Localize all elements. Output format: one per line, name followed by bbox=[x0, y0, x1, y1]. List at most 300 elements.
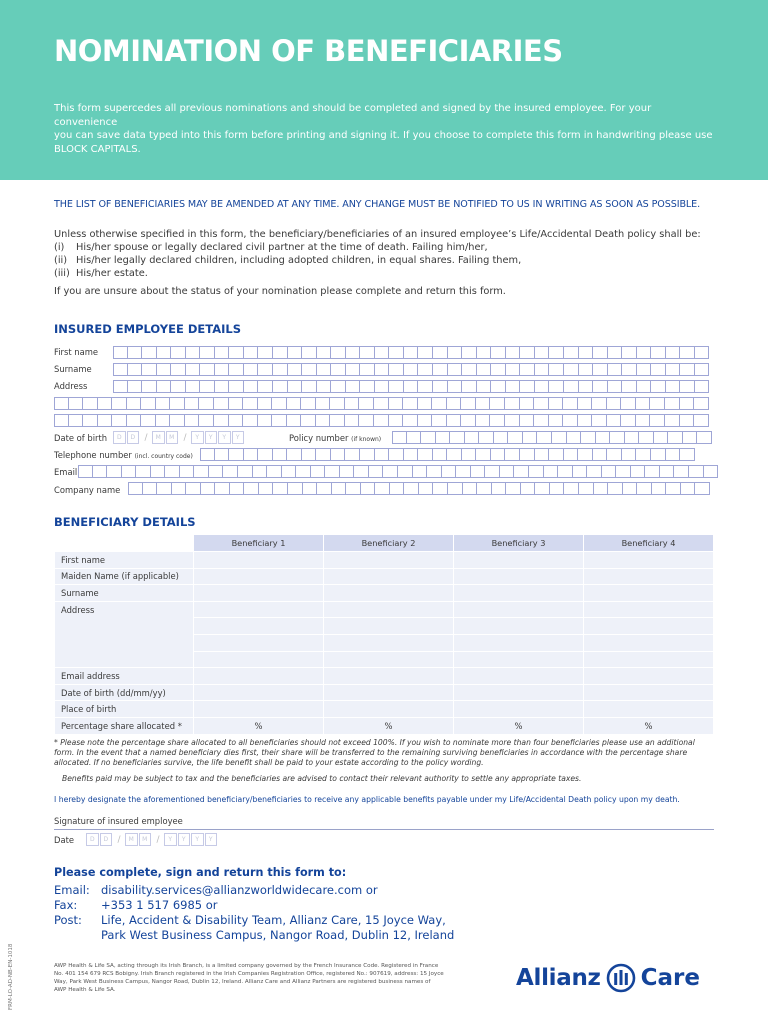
char-box[interactable] bbox=[258, 363, 273, 376]
char-box[interactable] bbox=[477, 346, 492, 359]
char-box[interactable] bbox=[317, 363, 332, 376]
char-box[interactable] bbox=[317, 380, 332, 393]
cell-input[interactable] bbox=[584, 701, 713, 717]
char-box[interactable] bbox=[112, 414, 127, 427]
char-box[interactable] bbox=[345, 448, 360, 461]
char-box[interactable] bbox=[578, 397, 593, 410]
char-box[interactable] bbox=[520, 363, 535, 376]
char-box[interactable] bbox=[680, 346, 695, 359]
char-box[interactable] bbox=[621, 414, 636, 427]
char-box[interactable] bbox=[564, 448, 579, 461]
char-box[interactable] bbox=[229, 414, 244, 427]
date-year[interactable]: Y bbox=[191, 833, 204, 846]
char-box[interactable] bbox=[215, 380, 230, 393]
char-box[interactable] bbox=[587, 465, 602, 478]
char-box[interactable] bbox=[127, 397, 142, 410]
char-box[interactable] bbox=[127, 414, 142, 427]
char-box[interactable] bbox=[403, 397, 418, 410]
char-box[interactable] bbox=[680, 363, 695, 376]
char-box[interactable] bbox=[608, 380, 623, 393]
char-box[interactable] bbox=[442, 465, 457, 478]
char-box[interactable] bbox=[128, 363, 143, 376]
char-box[interactable] bbox=[186, 380, 201, 393]
char-box[interactable] bbox=[593, 363, 608, 376]
char-box[interactable] bbox=[157, 346, 172, 359]
char-box[interactable] bbox=[418, 448, 433, 461]
date-year[interactable]: Y bbox=[164, 833, 177, 846]
char-box[interactable] bbox=[639, 431, 654, 444]
char-box[interactable] bbox=[360, 380, 375, 393]
char-box[interactable] bbox=[122, 465, 137, 478]
char-box[interactable] bbox=[579, 346, 594, 359]
char-box[interactable] bbox=[199, 397, 214, 410]
char-box[interactable] bbox=[258, 448, 273, 461]
char-box[interactable] bbox=[463, 482, 478, 495]
date-month[interactable]: M bbox=[125, 833, 138, 846]
char-box[interactable] bbox=[621, 397, 636, 410]
char-box[interactable] bbox=[170, 397, 185, 410]
char-box[interactable] bbox=[354, 465, 369, 478]
char-box[interactable] bbox=[170, 414, 185, 427]
char-box[interactable] bbox=[462, 448, 477, 461]
char-box[interactable] bbox=[622, 346, 637, 359]
dob-year[interactable]: Y bbox=[191, 431, 204, 444]
char-box[interactable] bbox=[403, 414, 418, 427]
cell-input[interactable] bbox=[194, 652, 323, 668]
char-box[interactable] bbox=[389, 397, 404, 410]
char-box[interactable] bbox=[490, 414, 505, 427]
char-box[interactable] bbox=[697, 431, 712, 444]
employee-surname-field[interactable] bbox=[113, 363, 709, 376]
char-box[interactable] bbox=[579, 482, 594, 495]
char-box[interactable] bbox=[637, 482, 652, 495]
char-box[interactable] bbox=[390, 482, 405, 495]
char-box[interactable] bbox=[200, 363, 215, 376]
char-box[interactable] bbox=[346, 380, 361, 393]
char-box[interactable] bbox=[141, 414, 156, 427]
char-box[interactable] bbox=[330, 414, 345, 427]
char-box[interactable] bbox=[650, 414, 665, 427]
char-box[interactable] bbox=[461, 414, 476, 427]
cell-input[interactable] bbox=[324, 668, 453, 684]
char-box[interactable] bbox=[650, 397, 665, 410]
char-box[interactable] bbox=[447, 397, 462, 410]
char-box[interactable] bbox=[398, 465, 413, 478]
char-box[interactable] bbox=[666, 380, 681, 393]
char-box[interactable] bbox=[288, 346, 303, 359]
char-box[interactable] bbox=[215, 482, 230, 495]
char-box[interactable] bbox=[302, 346, 317, 359]
char-box[interactable] bbox=[534, 397, 549, 410]
char-box[interactable] bbox=[549, 380, 564, 393]
char-box[interactable] bbox=[392, 431, 407, 444]
cell-input[interactable] bbox=[584, 602, 713, 618]
char-box[interactable] bbox=[514, 465, 529, 478]
cell-input[interactable] bbox=[454, 685, 583, 701]
char-box[interactable] bbox=[346, 482, 361, 495]
char-box[interactable] bbox=[230, 482, 245, 495]
char-box[interactable] bbox=[549, 346, 564, 359]
char-box[interactable] bbox=[594, 482, 609, 495]
char-box[interactable] bbox=[436, 431, 451, 444]
char-box[interactable] bbox=[389, 363, 404, 376]
char-box[interactable] bbox=[301, 397, 316, 410]
char-box[interactable] bbox=[456, 465, 471, 478]
char-box[interactable] bbox=[185, 397, 200, 410]
char-box[interactable] bbox=[666, 363, 681, 376]
cell-input[interactable] bbox=[584, 569, 713, 585]
char-box[interactable] bbox=[98, 397, 113, 410]
char-box[interactable] bbox=[492, 482, 507, 495]
char-box[interactable] bbox=[448, 380, 463, 393]
char-box[interactable] bbox=[674, 465, 689, 478]
char-box[interactable] bbox=[505, 448, 520, 461]
char-box[interactable] bbox=[660, 465, 675, 478]
char-box[interactable] bbox=[165, 465, 180, 478]
char-box[interactable] bbox=[448, 363, 463, 376]
char-box[interactable] bbox=[273, 448, 288, 461]
char-box[interactable] bbox=[476, 414, 491, 427]
char-box[interactable] bbox=[695, 482, 710, 495]
policy-number-field[interactable] bbox=[392, 431, 712, 444]
cell-input[interactable] bbox=[454, 602, 583, 618]
char-box[interactable] bbox=[330, 397, 345, 410]
char-box[interactable] bbox=[375, 363, 390, 376]
dob-day[interactable]: D bbox=[113, 431, 126, 444]
char-box[interactable] bbox=[433, 448, 448, 461]
char-box[interactable] bbox=[471, 465, 486, 478]
char-box[interactable] bbox=[404, 448, 419, 461]
char-box[interactable] bbox=[506, 363, 521, 376]
char-box[interactable] bbox=[273, 363, 288, 376]
char-box[interactable] bbox=[622, 363, 637, 376]
char-box[interactable] bbox=[596, 431, 611, 444]
char-box[interactable] bbox=[695, 380, 710, 393]
char-box[interactable] bbox=[651, 363, 666, 376]
char-box[interactable] bbox=[549, 448, 564, 461]
employee-address-line2-field[interactable] bbox=[54, 397, 709, 410]
char-box[interactable] bbox=[485, 465, 500, 478]
char-box[interactable] bbox=[229, 448, 244, 461]
char-box[interactable] bbox=[258, 380, 273, 393]
char-box[interactable] bbox=[505, 397, 520, 410]
char-box[interactable] bbox=[491, 346, 506, 359]
char-box[interactable] bbox=[383, 465, 398, 478]
char-box[interactable] bbox=[465, 431, 480, 444]
char-box[interactable] bbox=[287, 448, 302, 461]
employee-dob-field[interactable] bbox=[113, 431, 245, 444]
char-box[interactable] bbox=[622, 380, 637, 393]
char-box[interactable] bbox=[461, 397, 476, 410]
char-box[interactable] bbox=[272, 397, 287, 410]
char-box[interactable] bbox=[288, 380, 303, 393]
char-box[interactable] bbox=[223, 465, 238, 478]
char-box[interactable] bbox=[534, 414, 549, 427]
char-box[interactable] bbox=[287, 414, 302, 427]
cell-input[interactable] bbox=[194, 668, 323, 684]
char-box[interactable] bbox=[636, 397, 651, 410]
char-box[interactable] bbox=[418, 380, 433, 393]
company-name-field[interactable] bbox=[128, 482, 710, 495]
char-box[interactable] bbox=[273, 346, 288, 359]
char-box[interactable] bbox=[215, 346, 230, 359]
char-box[interactable] bbox=[520, 448, 535, 461]
char-box[interactable] bbox=[340, 465, 355, 478]
char-box[interactable] bbox=[238, 465, 253, 478]
char-box[interactable] bbox=[433, 346, 448, 359]
char-box[interactable] bbox=[494, 431, 509, 444]
email-link[interactable]: disability.services@allianzworldwidecare.com or bbox=[101, 883, 378, 897]
char-box[interactable] bbox=[654, 431, 669, 444]
char-box[interactable] bbox=[199, 414, 214, 427]
char-box[interactable] bbox=[637, 363, 652, 376]
char-box[interactable] bbox=[636, 448, 651, 461]
char-box[interactable] bbox=[128, 482, 143, 495]
char-box[interactable] bbox=[477, 380, 492, 393]
char-box[interactable] bbox=[680, 414, 695, 427]
dob-year[interactable]: Y bbox=[205, 431, 218, 444]
char-box[interactable] bbox=[317, 482, 332, 495]
char-box[interactable] bbox=[259, 482, 274, 495]
char-box[interactable] bbox=[593, 346, 608, 359]
char-box[interactable] bbox=[346, 363, 361, 376]
char-box[interactable] bbox=[404, 482, 419, 495]
char-box[interactable] bbox=[694, 414, 709, 427]
char-box[interactable] bbox=[432, 397, 447, 410]
char-box[interactable] bbox=[141, 397, 156, 410]
char-box[interactable] bbox=[78, 465, 93, 478]
char-box[interactable] bbox=[666, 482, 681, 495]
char-box[interactable] bbox=[506, 380, 521, 393]
char-box[interactable] bbox=[520, 414, 535, 427]
char-box[interactable] bbox=[680, 448, 695, 461]
char-box[interactable] bbox=[592, 397, 607, 410]
char-box[interactable] bbox=[229, 363, 244, 376]
dob-year[interactable]: Y bbox=[232, 431, 245, 444]
char-box[interactable] bbox=[579, 363, 594, 376]
char-box[interactable] bbox=[593, 380, 608, 393]
char-box[interactable] bbox=[273, 482, 288, 495]
char-box[interactable] bbox=[491, 448, 506, 461]
char-box[interactable] bbox=[508, 431, 523, 444]
char-box[interactable] bbox=[311, 465, 326, 478]
char-box[interactable] bbox=[631, 465, 646, 478]
char-box[interactable] bbox=[267, 465, 282, 478]
cell-input[interactable] bbox=[324, 685, 453, 701]
char-box[interactable] bbox=[156, 397, 171, 410]
char-box[interactable] bbox=[433, 380, 448, 393]
char-box[interactable] bbox=[491, 380, 506, 393]
char-box[interactable] bbox=[549, 363, 564, 376]
char-box[interactable] bbox=[258, 346, 273, 359]
char-box[interactable] bbox=[505, 414, 520, 427]
char-box[interactable] bbox=[610, 431, 625, 444]
char-box[interactable] bbox=[316, 448, 331, 461]
cell-input[interactable] bbox=[584, 618, 713, 634]
char-box[interactable] bbox=[573, 465, 588, 478]
char-box[interactable] bbox=[637, 380, 652, 393]
char-box[interactable] bbox=[433, 482, 448, 495]
char-box[interactable] bbox=[244, 380, 259, 393]
char-box[interactable] bbox=[404, 363, 419, 376]
char-box[interactable] bbox=[360, 363, 375, 376]
char-box[interactable] bbox=[694, 397, 709, 410]
char-box[interactable] bbox=[194, 465, 209, 478]
char-box[interactable] bbox=[214, 397, 229, 410]
char-box[interactable] bbox=[535, 346, 550, 359]
cell-input[interactable] bbox=[194, 618, 323, 634]
char-box[interactable] bbox=[229, 380, 244, 393]
char-box[interactable] bbox=[413, 465, 428, 478]
char-box[interactable] bbox=[622, 448, 637, 461]
char-box[interactable] bbox=[535, 380, 550, 393]
char-box[interactable] bbox=[243, 414, 258, 427]
char-box[interactable] bbox=[520, 397, 535, 410]
char-box[interactable] bbox=[375, 380, 390, 393]
char-box[interactable] bbox=[607, 414, 622, 427]
char-box[interactable] bbox=[185, 414, 200, 427]
char-box[interactable] bbox=[317, 346, 332, 359]
char-box[interactable] bbox=[537, 431, 552, 444]
char-box[interactable] bbox=[625, 431, 640, 444]
char-box[interactable] bbox=[54, 414, 69, 427]
char-box[interactable] bbox=[523, 431, 538, 444]
employee-address-line1-field[interactable] bbox=[113, 380, 709, 393]
date-day[interactable]: D bbox=[86, 833, 99, 846]
char-box[interactable] bbox=[93, 465, 108, 478]
char-box[interactable] bbox=[564, 380, 579, 393]
char-box[interactable] bbox=[404, 380, 419, 393]
char-box[interactable] bbox=[476, 448, 491, 461]
char-box[interactable] bbox=[389, 448, 404, 461]
char-box[interactable] bbox=[607, 448, 622, 461]
char-box[interactable] bbox=[490, 397, 505, 410]
char-box[interactable] bbox=[303, 482, 318, 495]
char-box[interactable] bbox=[273, 380, 288, 393]
char-box[interactable] bbox=[578, 414, 593, 427]
char-box[interactable] bbox=[651, 346, 666, 359]
char-box[interactable] bbox=[520, 346, 535, 359]
char-box[interactable] bbox=[282, 465, 297, 478]
char-box[interactable] bbox=[593, 448, 608, 461]
cell-input[interactable] bbox=[194, 569, 323, 585]
char-box[interactable] bbox=[83, 414, 98, 427]
char-box[interactable] bbox=[287, 397, 302, 410]
char-box[interactable] bbox=[332, 482, 347, 495]
char-box[interactable] bbox=[389, 414, 404, 427]
cell-input[interactable] bbox=[584, 635, 713, 651]
char-box[interactable] bbox=[462, 380, 477, 393]
cell-input[interactable] bbox=[324, 618, 453, 634]
char-box[interactable] bbox=[608, 363, 623, 376]
char-box[interactable] bbox=[316, 414, 331, 427]
char-box[interactable] bbox=[156, 414, 171, 427]
char-box[interactable] bbox=[288, 482, 303, 495]
cell-input[interactable] bbox=[454, 585, 583, 601]
cell-input[interactable] bbox=[324, 585, 453, 601]
char-box[interactable] bbox=[695, 346, 710, 359]
char-box[interactable] bbox=[180, 465, 195, 478]
char-box[interactable] bbox=[389, 346, 404, 359]
char-box[interactable] bbox=[142, 380, 157, 393]
char-box[interactable] bbox=[302, 363, 317, 376]
char-box[interactable] bbox=[288, 363, 303, 376]
char-box[interactable] bbox=[433, 363, 448, 376]
char-box[interactable] bbox=[521, 482, 536, 495]
char-box[interactable] bbox=[142, 346, 157, 359]
char-box[interactable] bbox=[360, 346, 375, 359]
char-box[interactable] bbox=[608, 346, 623, 359]
char-box[interactable] bbox=[681, 482, 696, 495]
char-box[interactable] bbox=[301, 414, 316, 427]
char-box[interactable] bbox=[258, 414, 273, 427]
char-box[interactable] bbox=[345, 414, 360, 427]
char-box[interactable] bbox=[113, 363, 128, 376]
cell-input[interactable] bbox=[324, 602, 453, 618]
char-box[interactable] bbox=[209, 465, 224, 478]
char-box[interactable] bbox=[535, 482, 550, 495]
char-box[interactable] bbox=[345, 397, 360, 410]
char-box[interactable] bbox=[375, 482, 390, 495]
char-box[interactable] bbox=[579, 380, 594, 393]
char-box[interactable] bbox=[243, 397, 258, 410]
char-box[interactable] bbox=[258, 397, 273, 410]
char-box[interactable] bbox=[171, 363, 186, 376]
char-box[interactable] bbox=[689, 465, 704, 478]
char-box[interactable] bbox=[520, 380, 535, 393]
dob-month[interactable]: M bbox=[166, 431, 179, 444]
char-box[interactable] bbox=[369, 465, 384, 478]
char-box[interactable] bbox=[229, 346, 244, 359]
char-box[interactable] bbox=[360, 448, 375, 461]
char-box[interactable] bbox=[404, 346, 419, 359]
telephone-field[interactable] bbox=[200, 448, 695, 461]
char-box[interactable] bbox=[215, 448, 230, 461]
cell-input[interactable] bbox=[454, 552, 583, 568]
char-box[interactable] bbox=[361, 482, 376, 495]
percentage-input[interactable]: % bbox=[324, 718, 453, 734]
char-box[interactable] bbox=[427, 465, 442, 478]
cell-input[interactable] bbox=[324, 569, 453, 585]
char-box[interactable] bbox=[272, 414, 287, 427]
char-box[interactable] bbox=[564, 346, 579, 359]
char-box[interactable] bbox=[552, 431, 567, 444]
char-box[interactable] bbox=[447, 414, 462, 427]
char-box[interactable] bbox=[608, 482, 623, 495]
char-box[interactable] bbox=[214, 414, 229, 427]
char-box[interactable] bbox=[695, 363, 710, 376]
char-box[interactable] bbox=[107, 465, 122, 478]
char-box[interactable] bbox=[69, 397, 84, 410]
char-box[interactable] bbox=[651, 380, 666, 393]
char-box[interactable] bbox=[666, 346, 681, 359]
char-box[interactable] bbox=[296, 465, 311, 478]
date-day[interactable]: D bbox=[100, 833, 113, 846]
char-box[interactable] bbox=[359, 397, 374, 410]
char-box[interactable] bbox=[447, 448, 462, 461]
char-box[interactable] bbox=[421, 431, 436, 444]
char-box[interactable] bbox=[623, 482, 638, 495]
char-box[interactable] bbox=[171, 346, 186, 359]
char-box[interactable] bbox=[665, 397, 680, 410]
char-box[interactable] bbox=[331, 380, 346, 393]
char-box[interactable] bbox=[244, 363, 259, 376]
char-box[interactable] bbox=[506, 482, 521, 495]
cell-input[interactable] bbox=[194, 585, 323, 601]
char-box[interactable] bbox=[535, 448, 550, 461]
cell-input[interactable] bbox=[584, 668, 713, 684]
cell-input[interactable] bbox=[324, 635, 453, 651]
